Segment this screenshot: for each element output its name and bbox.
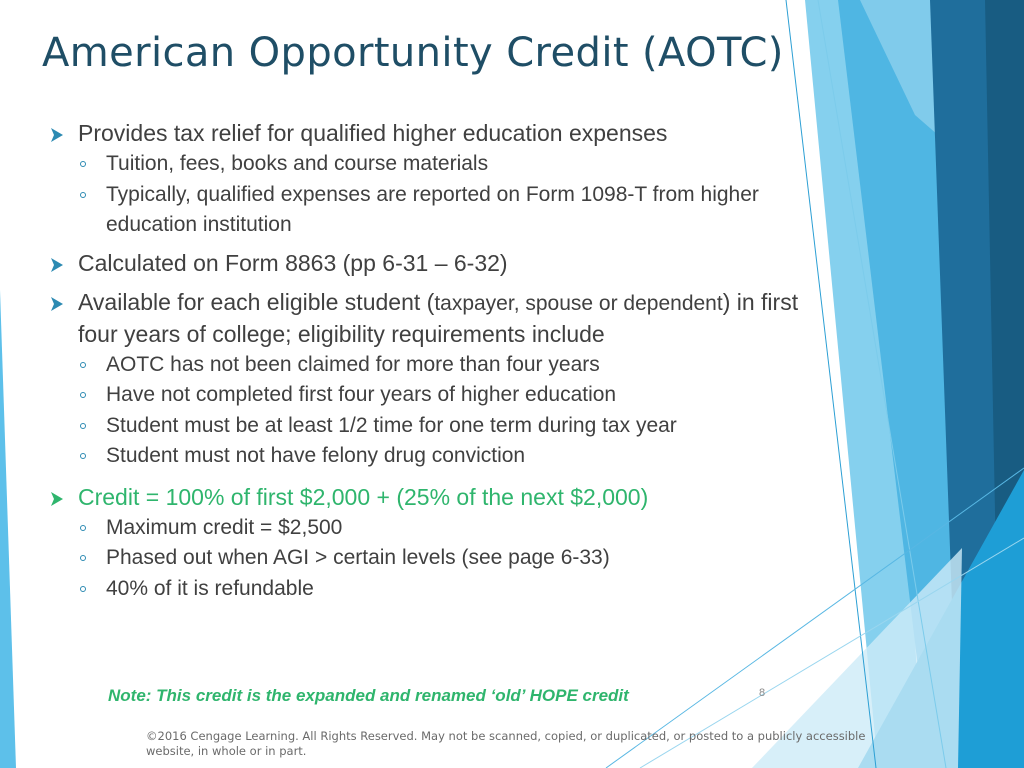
sub-bullet-item [48,380,838,411]
bullet-text-part: Available for each eligible student ( [78,288,435,315]
sub-bullet-item [48,543,838,574]
right-arrow-icon [50,287,66,318]
right-arrow-icon [50,118,66,149]
hollow-circle-icon [80,525,86,531]
bullet-text: Credit = 100% of first $2,000 + (25% of the next $2,000) [78,483,649,510]
sub-bullet-list [48,350,838,472]
sub-bullet-text: Typically, qualified expenses are reported on Form 1098-T from higher education institution [106,182,759,236]
bullet-item [48,118,838,149]
sub-bullet-item [48,574,838,605]
sub-bullet-item [48,350,838,381]
hollow-circle-icon [80,192,86,198]
sub-bullet-item [48,180,838,241]
sub-bullet-list [48,513,838,605]
hollow-circle-icon [80,161,86,167]
hollow-circle-icon [80,362,86,368]
bullet-item-highlight [48,482,838,513]
sub-bullet-text: 40% of it is refundable [106,576,314,600]
sub-bullet-text: AOTC has not been claimed for more than four years [106,352,600,376]
right-arrow-icon [50,482,66,513]
bullet-item [48,287,838,350]
bullet-content [48,118,838,604]
hollow-circle-icon [80,555,86,561]
sub-bullet-list [48,149,838,241]
right-arrow-icon [50,248,66,279]
sub-bullet-item [48,513,838,544]
deco-left-sliver [0,290,16,768]
sub-bullet-item [48,149,838,180]
hollow-circle-icon [80,453,86,459]
slide-title: American Opportunity Credit (AOTC) [42,30,784,76]
hollow-circle-icon [80,586,86,592]
sub-bullet-text: Have not completed first four years of higher education [106,383,617,406]
sub-bullet-text: Tuition, fees, books and course materials [106,152,489,175]
copyright-notice: ©2016 Cengage Learning. All Rights Reserved. May not be scanned, copied, or duplicated, or posted to a publicly accessible website, in whole or in part. [146,729,866,758]
bullet-text-part: ) in first four years of college; eligibility requirements include [78,288,799,347]
note-text: Note: This credit is the expanded and renamed ‘old’ HOPE credit [108,686,629,705]
bullet-item [48,248,838,279]
hollow-circle-icon [80,392,86,398]
sub-bullet-item [48,411,838,442]
bullet-text: Provides tax relief for qualified higher education expenses [78,120,668,146]
hollow-circle-icon [80,423,86,429]
sub-bullet-text: Maximum credit = $2,500 [106,515,343,539]
bullet-text: Calculated on Form 8863 (pp 6-31 – 6-32) [78,249,508,276]
slide-number: 8 [759,687,766,699]
sub-bullet-text: Phased out when AGI > certain levels (see page 6-33) [106,546,610,569]
sub-bullet-item [48,441,838,472]
sub-bullet-text: Student must be at least 1/2 time for one term during tax year [106,413,677,437]
bullet-text [78,289,798,347]
sub-bullet-text: Student must not have felony drug conviction [106,444,526,467]
bullet-text-part: taxpayer, spouse or dependent [434,291,723,315]
